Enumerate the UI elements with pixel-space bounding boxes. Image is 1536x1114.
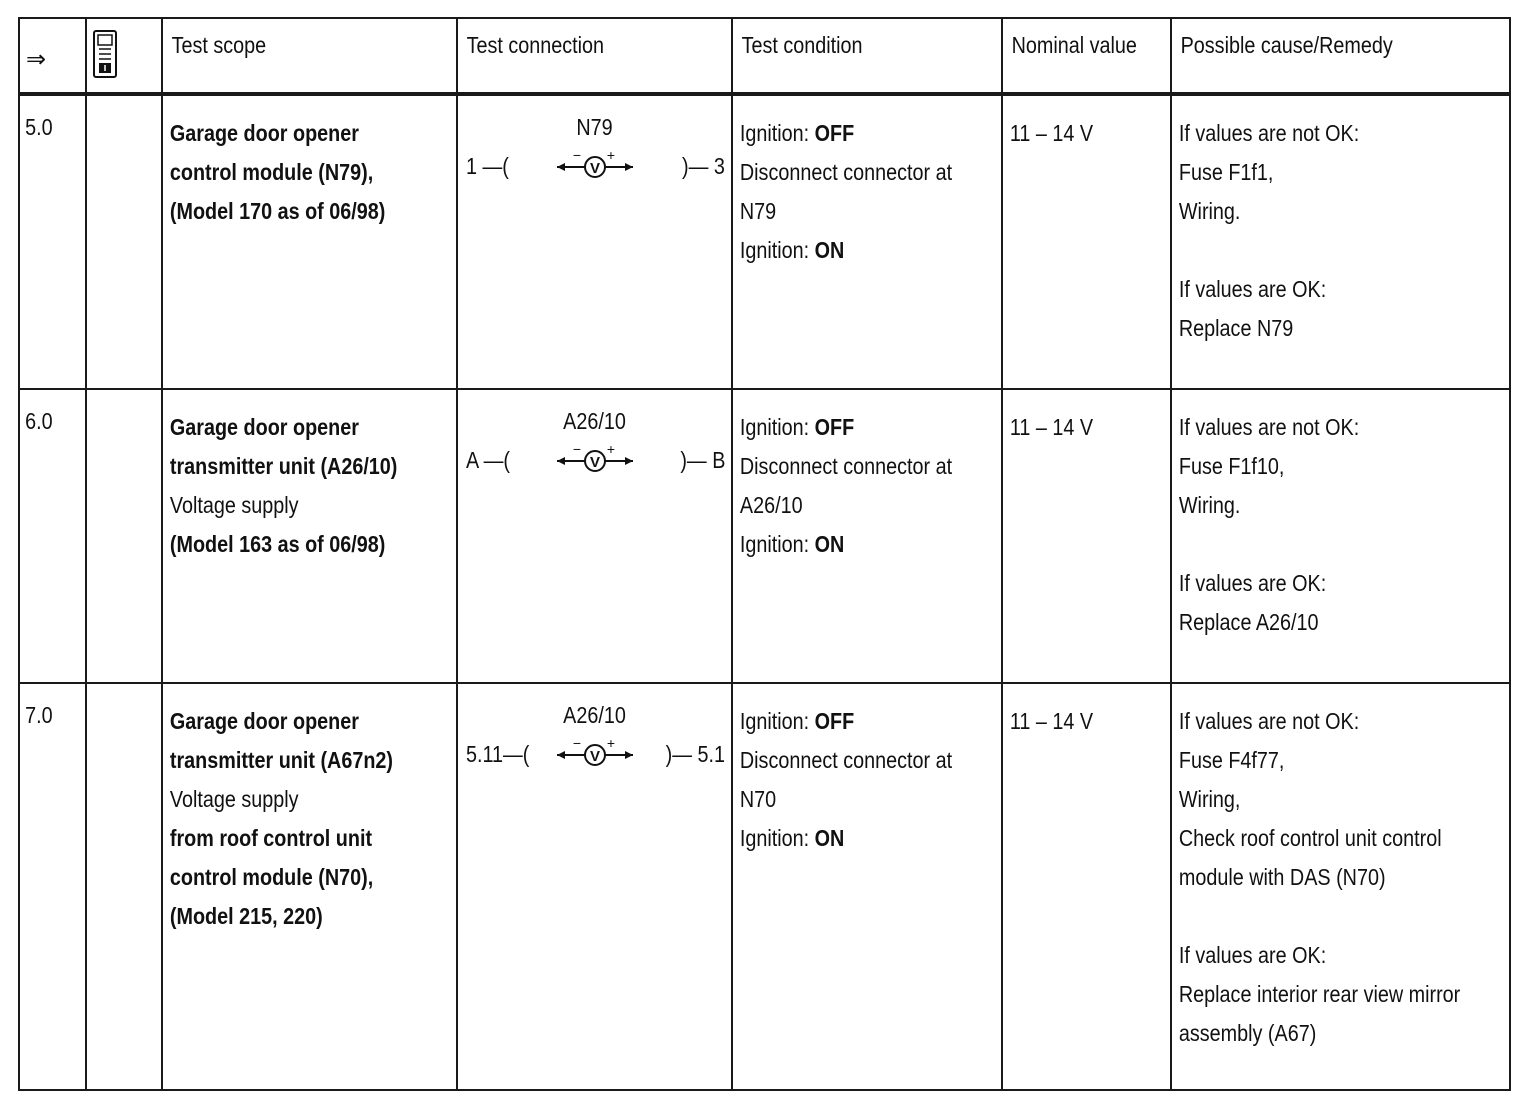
- connection-component: A26/10: [563, 702, 626, 728]
- possible-cause-line: Fuse F4f77,: [1178, 747, 1285, 773]
- test-condition-line: [740, 741, 964, 780]
- test-connection-cell: [457, 94, 732, 389]
- test-condition-line: [740, 486, 964, 525]
- svg-text:+: +: [606, 738, 615, 751]
- table-row: [19, 389, 1510, 683]
- connection-component: A26/10: [563, 408, 626, 434]
- test-condition-line: [740, 192, 964, 231]
- connection-diagram: [458, 684, 731, 774]
- possible-cause-line: Check roof control unit control: [1178, 825, 1442, 851]
- test-connection-cell: [457, 389, 732, 683]
- connection-left-pin: 1 —(: [466, 153, 509, 179]
- possible-cause-cell: [1171, 94, 1510, 389]
- condition-label: N70: [739, 786, 777, 812]
- test-connection-cell: [457, 683, 732, 1090]
- step-cell: [19, 389, 86, 683]
- test-scope-line: control module (N70),: [169, 864, 374, 890]
- condition-value: OFF: [814, 414, 855, 440]
- connection-left-pin: A —(: [466, 447, 510, 473]
- test-scope-line: Voltage supply: [169, 492, 299, 518]
- possible-cause-line: Replace N79: [1178, 315, 1294, 341]
- tool-cell: [86, 94, 162, 389]
- test-scope-line: control module (N79),: [169, 159, 374, 185]
- possible-cause-cell: [1171, 683, 1510, 1090]
- step-cell: [19, 94, 86, 389]
- tool-cell: [86, 683, 162, 1090]
- svg-text:−: −: [572, 444, 581, 457]
- nominal-value-cell: [1002, 389, 1171, 683]
- possible-cause-line: If values are not OK:: [1178, 708, 1360, 734]
- condition-value: OFF: [814, 708, 855, 734]
- test-scope-line: Garage door opener: [169, 120, 359, 146]
- connection-diagram: [458, 390, 731, 480]
- test-condition-line: [740, 153, 964, 192]
- condition-value: ON: [814, 237, 845, 263]
- test-scope-cell: [162, 94, 457, 389]
- possible-cause-line: If values are not OK:: [1178, 120, 1360, 146]
- connection-right-pin: )— B: [679, 447, 725, 473]
- step-number: 6.0: [25, 408, 53, 434]
- voltmeter-icon: [555, 738, 635, 768]
- possible-cause-line: Replace A26/10: [1178, 609, 1319, 635]
- test-scope-line: transmitter unit (A26/10): [169, 453, 398, 479]
- test-condition-cell: [732, 389, 1002, 683]
- svg-text:+: +: [606, 444, 615, 457]
- condition-label: N79: [739, 198, 777, 224]
- possible-cause-line: [1179, 231, 1462, 270]
- test-procedure-table: [18, 17, 1511, 1091]
- test-condition-cell: [732, 94, 1002, 389]
- test-scope-cell: [162, 683, 457, 1090]
- possible-cause-line: Wiring.: [1178, 492, 1241, 518]
- condition-label: Ignition:: [739, 825, 815, 851]
- tool-cell: [86, 389, 162, 683]
- svg-text:V: V: [589, 160, 600, 177]
- test-condition-line: [740, 408, 964, 447]
- possible-cause-line: If values are OK:: [1178, 276, 1327, 302]
- svg-text:−: −: [572, 738, 581, 751]
- condition-value: ON: [814, 825, 845, 851]
- connection-right-pin: )— 3: [682, 153, 725, 179]
- condition-value: OFF: [814, 120, 855, 146]
- connection-right-pin: )— 5.1: [665, 741, 725, 767]
- connection-component: N79: [576, 114, 613, 140]
- possible-cause-line: If values are OK:: [1178, 942, 1327, 968]
- possible-cause-line: Wiring.: [1178, 198, 1241, 224]
- header-row: [19, 18, 1510, 94]
- step-cell: [19, 683, 86, 1090]
- condition-label: Disconnect connector at: [739, 159, 953, 185]
- possible-cause-cell: [1171, 389, 1510, 683]
- test-scope-line: (Model 170 as of 06/98): [169, 198, 386, 224]
- nominal-value: 11 – 14 V: [1009, 120, 1094, 146]
- table-row: [19, 683, 1510, 1090]
- svg-text:V: V: [589, 454, 600, 471]
- test-condition-cell: [732, 683, 1002, 1090]
- possible-cause-line: Replace interior rear view mirror: [1178, 981, 1461, 1007]
- possible-cause-line: assembly (A67): [1178, 1020, 1317, 1046]
- header-arrow-cell: [19, 18, 86, 94]
- svg-text:+: +: [606, 150, 615, 163]
- condition-label: Disconnect connector at: [739, 747, 953, 773]
- arrow-icon: ⇒: [26, 46, 47, 73]
- possible-cause-line: [1179, 525, 1462, 564]
- test-condition-line: [740, 819, 964, 858]
- test-scope-line: from roof control unit: [169, 825, 373, 851]
- possible-cause-line: module with DAS (N70): [1178, 864, 1386, 890]
- possible-cause-line: [1179, 897, 1462, 936]
- test-scope-line: Garage door opener: [169, 414, 359, 440]
- header-possible-cause: Possible cause/Remedy: [1171, 18, 1510, 94]
- connection-left-pin: 5.11—(: [466, 741, 530, 767]
- voltmeter-icon: [555, 150, 635, 180]
- possible-cause-line: Wiring,: [1178, 786, 1241, 812]
- test-scope-line: (Model 163 as of 06/98): [169, 531, 386, 557]
- condition-label: Ignition:: [739, 414, 815, 440]
- table-row: [19, 94, 1510, 389]
- step-number: 7.0: [25, 702, 53, 728]
- header-test-connection: Test connection: [457, 18, 732, 94]
- test-condition-line: [740, 447, 964, 486]
- test-condition-line: [740, 114, 964, 153]
- condition-label: Ignition:: [739, 237, 815, 263]
- possible-cause-line: If values are not OK:: [1178, 414, 1360, 440]
- header-test-scope: Test scope: [162, 18, 457, 94]
- condition-label: Ignition:: [739, 531, 815, 557]
- possible-cause-line: If values are OK:: [1178, 570, 1327, 596]
- nominal-value-cell: [1002, 94, 1171, 389]
- test-scope-line: Voltage supply: [169, 786, 299, 812]
- connection-diagram: [458, 96, 731, 186]
- condition-label: A26/10: [739, 492, 803, 518]
- possible-cause-line: Fuse F1f1,: [1178, 159, 1274, 185]
- voltmeter-icon: [555, 444, 635, 474]
- possible-cause-line: Fuse F1f10,: [1178, 453, 1285, 479]
- condition-label: Ignition:: [739, 120, 815, 146]
- condition-label: Ignition:: [739, 708, 815, 734]
- test-scope-line: Garage door opener: [169, 708, 359, 734]
- header-test-condition: Test condition: [732, 18, 1002, 94]
- step-number: 5.0: [25, 114, 53, 140]
- svg-text:−: −: [572, 150, 581, 163]
- nominal-value-cell: [1002, 683, 1171, 1090]
- svg-text:V: V: [589, 748, 600, 765]
- nominal-value: 11 – 14 V: [1009, 708, 1094, 734]
- test-condition-line: [740, 231, 964, 270]
- test-scope-line: transmitter unit (A67n2): [169, 747, 393, 773]
- condition-label: Disconnect connector at: [739, 453, 953, 479]
- nominal-value: 11 – 14 V: [1009, 414, 1094, 440]
- header-tool-cell: [86, 18, 162, 94]
- test-condition-line: [740, 702, 964, 741]
- test-condition-line: [740, 780, 964, 819]
- header-nominal-value: Nominal value: [1002, 18, 1171, 94]
- test-scope-line: (Model 215, 220): [169, 903, 323, 929]
- test-condition-line: [740, 525, 964, 564]
- test-scope-cell: [162, 389, 457, 683]
- condition-value: ON: [814, 531, 845, 557]
- tester-device-icon: [92, 29, 118, 79]
